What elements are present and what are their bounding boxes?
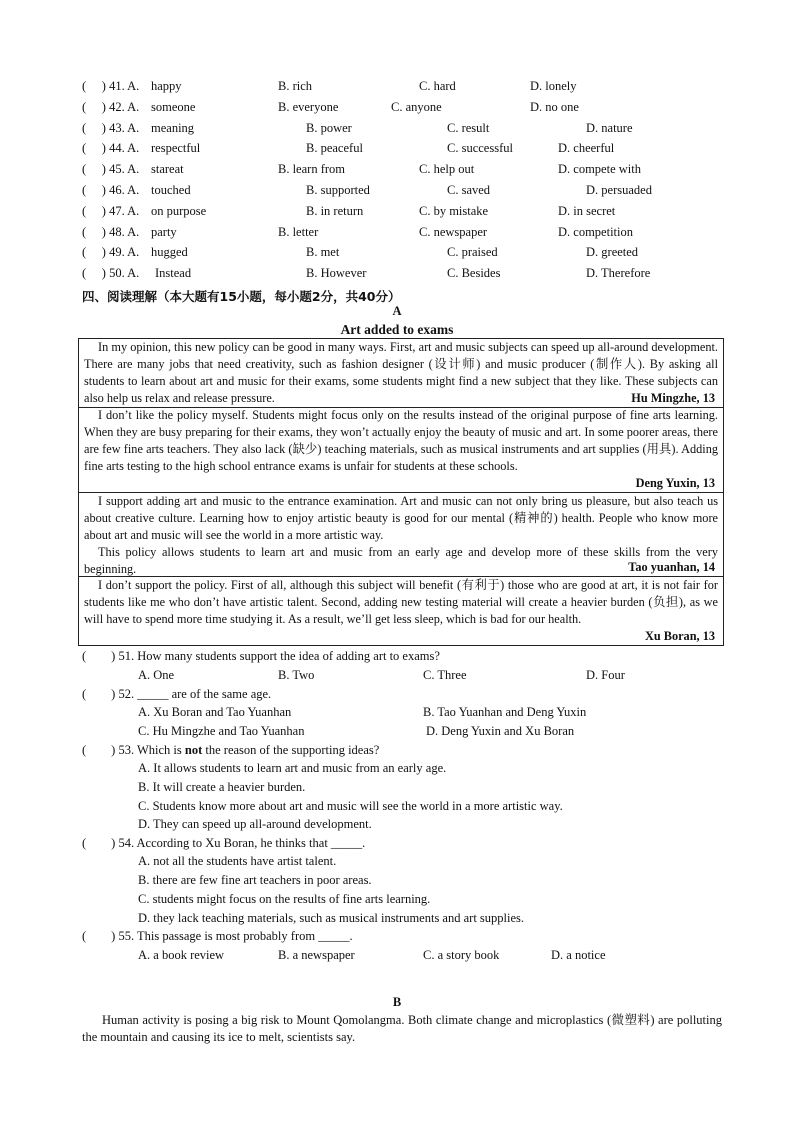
opinion-author: Xu Boran, 13: [644, 629, 715, 643]
question-option: A. It allows students to learn art and music from an early age.: [138, 761, 447, 775]
question-option: A. not all the students have artist talent.: [138, 854, 337, 868]
question-option: A. a book review: [138, 948, 225, 962]
question-stem: ( ) 53. Which is not the reason of the supporting ideas?: [82, 743, 380, 757]
opinion-text: I don’t like the policy myself. Students might focus only on the results instead of the original purpose of fine arts learning. When they are busy preparing for their exams, they won’t actually enjoy the beauty of music and art. In some poorer areas, there are few fine arts teachers. They also lack (缺少) teaching materials, such as musical instruments and art supplies (用具). Adding fine arts testing to the high school entrance exams is unfair for students at these schools.: [84, 408, 718, 473]
opinion-text: In my opinion, this new policy can be good in many ways. First, art and music subjects can speed up all-around development. There are many jobs that need creativity, such as fashion designer (设计师) and music producer (制作人). By asking all students to learn about art and music for their exams, some students might find a new subject that they like. These subjects can also help us relax and release pressure.: [84, 340, 718, 405]
cloze-row: ( ) 48. A. party B. letter C. newspaper D. competition: [82, 225, 633, 239]
passage-a-title: Art added to exams: [340, 322, 454, 337]
opinion-text: I don’t support the policy. First of all, although this subject will benefit (有利于) those who are good at art, it is not fair for students like me who don’t have artistic talent. Second, adding new testing material will create a heavier burden (负担), as we will have to spend more time studying it. As a result, we’ll get less sleep, which is bad for our health.: [84, 578, 718, 626]
question-option: D. Four: [586, 668, 625, 682]
question-stem: ( ) 55. This passage is most probably from _____.: [82, 929, 353, 943]
section-title: 四、阅读理解（本大题有15小题，每小题2分，共40分）: [82, 289, 401, 304]
opinion-box: [78, 338, 724, 408]
cloze-row: ( ) 46. A. touched B. supported C. saved D. persuaded: [82, 183, 652, 197]
cloze-row: ( ) 44. A. respectful B. peaceful C. successful D. cheerful: [82, 141, 615, 155]
cloze-row: ( ) 50. A. Instead B. However C. Besides D. Therefore: [82, 266, 651, 280]
passage-b-text: Human activity is posing a big risk to Mount Qomolangma. Both climate change and microplastics (微塑料) are polluting the mountain and causing its ice to melt, scientists say.: [82, 1013, 722, 1044]
opinion-box: [78, 492, 724, 577]
cloze-row: ( ) 45. A. stareat B. learn from C. help out D. compete with: [82, 162, 641, 176]
opinion-text: I support adding art and music to the entrance examination. Art and music can not only bring us pleasure, but also teach us about creative culture. Learning how to enjoy artistic beauty is good for our mental (精神的) health. People who know more about art and music will see the world in a more artistic way.: [84, 494, 718, 542]
cloze-row: ( ) 47. A. on purpose B. in return C. by mistake D. in secret: [82, 204, 616, 218]
cloze-row: ( ) 42. A. someone B. everyone C. anyone D. no one: [82, 100, 579, 114]
question-option: C. Students know more about art and music will see the world in a more artistic way.: [138, 799, 563, 813]
question-option: C. Three: [423, 668, 467, 682]
question-option: D. a notice: [551, 948, 606, 962]
question-option: B. Tao Yuanhan and Deng Yuxin: [423, 705, 587, 719]
passage-b-letter: B: [392, 995, 402, 1009]
question-option: A. One: [138, 668, 175, 682]
question-stem: ( ) 52. _____ are of the same age.: [82, 687, 272, 701]
question-option: C. a story book: [423, 948, 500, 962]
opinion-box: [78, 576, 724, 646]
cloze-row: ( ) 49. A. hugged B. met C. praised D. greeted: [82, 245, 639, 259]
opinion-author: Hu Mingzhe, 13: [631, 391, 715, 405]
question-option: B. Two: [278, 668, 315, 682]
passage-a-letter: A: [392, 304, 402, 318]
question-option: B. there are few fine art teachers in poor areas.: [138, 873, 372, 887]
question-option: D. They can speed up all-around development.: [138, 817, 372, 831]
opinion-author: Deng Yuxin, 13: [635, 476, 715, 490]
question-option: D. they lack teaching materials, such as musical instruments and art supplies.: [138, 911, 525, 925]
question-option: C. students might focus on the results of fine arts learning.: [138, 892, 431, 906]
opinion-box: [78, 407, 724, 493]
question-option: D. Deng Yuxin and Xu Boran: [426, 724, 575, 738]
opinion-text-2: This policy allows students to learn art and music from an early age and develop more of these skills from the very beginning.: [84, 545, 718, 576]
question-option: B. It will create a heavier burden.: [138, 780, 306, 794]
question-option: B. a newspaper: [278, 948, 355, 962]
cloze-row: ( ) 41. A. happy B. rich C. hard D. lonely: [82, 79, 577, 93]
cloze-row: ( ) 43. A. meaning B. power C. result D. nature: [82, 121, 633, 135]
question-option: A. Xu Boran and Tao Yuanhan: [138, 705, 292, 719]
question-option: C. Hu Mingzhe and Tao Yuanhan: [138, 724, 305, 738]
question-stem: ( ) 51. How many students support the idea of adding art to exams?: [82, 649, 440, 663]
question-stem: ( ) 54. According to Xu Boran, he thinks that _____.: [82, 836, 366, 850]
opinion-author: Tao yuanhan, 14: [628, 560, 715, 574]
